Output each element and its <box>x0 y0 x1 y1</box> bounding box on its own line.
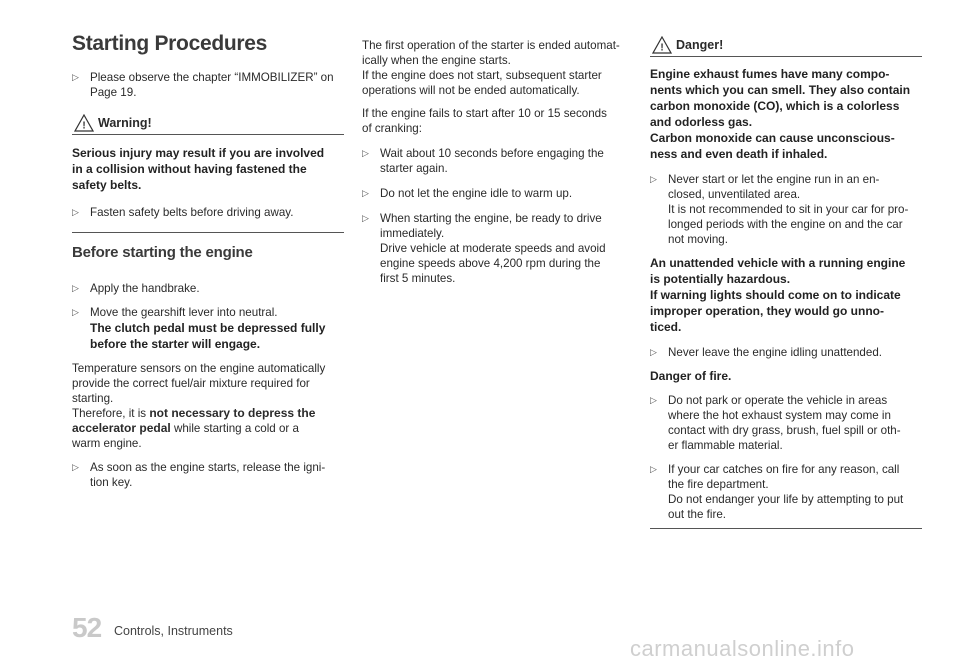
paragraph-line: Temperature sensors on the engine automatically <box>72 362 326 375</box>
clutch-note: The clutch pedal must be depressed fully <box>90 321 326 335</box>
bullet-text: As soon as the engine starts, release the igni- <box>90 461 326 474</box>
bullet-immobilizer <box>72 70 344 100</box>
footer-section-name: Controls, Instruments <box>114 624 233 638</box>
section-divider <box>650 528 922 529</box>
warning-text-line: Serious injury may result if you are involved <box>72 146 325 160</box>
bullet-text: tion key. <box>90 476 133 489</box>
bullet-text: Move the gearshift lever into neutral. <box>90 306 278 319</box>
bullet-text: the fire department. <box>668 478 769 491</box>
bullet-enclosed <box>650 172 922 247</box>
paragraph-line: starting. <box>72 392 114 405</box>
bold-run: accelerator pedal <box>72 421 171 435</box>
paragraph-line: operations will not be ended automatically. <box>362 84 580 97</box>
warning-triangle-icon <box>74 114 94 132</box>
bullet-drive <box>362 211 634 286</box>
warning-triangle-icon <box>652 36 672 54</box>
text-run: Therefore, it is <box>72 407 150 420</box>
bullet-triangle-icon: ▷ <box>72 462 79 472</box>
page-number: 52 <box>72 612 102 643</box>
bullet-text: engine speeds above 4,200 rpm during the <box>380 257 601 270</box>
bullet-handbrake <box>72 281 344 296</box>
warning-text-line: If warning lights should come on to indicate <box>650 288 901 302</box>
paragraph-line: The first operation of the starter is ended automat- <box>362 39 620 52</box>
page-title: Starting Procedures <box>72 32 268 55</box>
warning-header <box>72 114 344 135</box>
bullet-text: Fasten safety belts before driving away. <box>90 206 294 219</box>
paragraph-line <box>72 406 344 421</box>
fire-heading: Danger of fire. <box>650 369 732 383</box>
bullet-wait <box>362 146 634 176</box>
bullet-triangle-icon: ▷ <box>650 464 657 474</box>
cranking-paragraph <box>362 106 634 136</box>
column-2 <box>362 38 634 286</box>
bold-run: not necessary to depress the <box>149 406 316 420</box>
bullet-text: Never start or let the engine run in an en- <box>668 173 880 186</box>
danger-label: Danger! <box>676 38 724 52</box>
bullet-text: first 5 minutes. <box>380 272 456 285</box>
bullet-triangle-icon: ▷ <box>72 307 79 317</box>
warning-text-line: An unattended vehicle with a running engine <box>650 256 906 270</box>
bullet-belts <box>72 205 344 220</box>
bullet-text: Never leave the engine idling unattended. <box>668 346 882 359</box>
bullet-text: Please observe the chapter “IMMOBILIZER” on <box>90 71 334 84</box>
bullet-text: Page 19. <box>90 86 137 99</box>
bullet-text: longed periods with the engine on and the car <box>668 218 903 231</box>
bullet-triangle-icon: ▷ <box>362 213 369 223</box>
starter-paragraph <box>362 38 634 98</box>
warning-text-line: in a collision without having fastened the <box>72 162 307 176</box>
bullet-text: If your car catches on fire for any reason, call <box>668 463 900 476</box>
text-run: while starting a cold or a <box>170 422 299 435</box>
section-divider <box>72 232 344 233</box>
bullet-text: Wait about 10 seconds before engaging the <box>380 147 604 160</box>
svg-text:!: ! <box>660 42 664 54</box>
paragraph-line: warm engine. <box>72 437 142 450</box>
bullet-triangle-icon: ▷ <box>362 188 369 198</box>
svg-text:!: ! <box>82 120 86 132</box>
bullet-gearshift <box>72 305 344 352</box>
bullet-text: immediately. <box>380 227 445 240</box>
paragraph-line: If the engine does not start, subsequent starter <box>362 69 602 82</box>
warning-text-line: safety belts. <box>72 178 142 192</box>
bullet-text: Do not let the engine idle to warm up. <box>380 187 573 200</box>
column-1-section <box>72 281 344 490</box>
bullet-text: Drive vehicle at moderate speeds and avoid <box>380 242 606 255</box>
bullet-triangle-icon: ▷ <box>650 347 657 357</box>
bullet-idling <box>650 345 922 360</box>
bullet-idle <box>362 186 634 201</box>
bullet-triangle-icon: ▷ <box>362 148 369 158</box>
warning-text-line: ticed. <box>650 320 682 334</box>
warning-text-line: carbon monoxide (CO), which is a colorless <box>650 99 900 113</box>
bullet-text: out the fire. <box>668 508 727 521</box>
watermark: carmanualsonline.info <box>630 636 855 661</box>
bullet-text: Do not endanger your life by attempting to put <box>668 493 904 506</box>
bullet-triangle-icon: ▷ <box>650 395 657 405</box>
bullet-text: It is not recommended to sit in your car for pro- <box>668 203 909 216</box>
bullet-triangle-icon: ▷ <box>72 72 79 82</box>
bullet-triangle-icon: ▷ <box>72 207 79 217</box>
warning-text-line: nents which you can smell. They also contain <box>650 83 911 97</box>
column-3 <box>650 36 922 529</box>
bullet-park <box>650 393 922 453</box>
bullet-text: When starting the engine, be ready to drive <box>380 212 602 225</box>
warning-text-line: improper operation, they would go unno- <box>650 304 884 318</box>
warning-label: Warning! <box>98 116 152 130</box>
bullet-text: where the hot exhaust system may come in <box>668 409 891 422</box>
bullet-text: Apply the handbrake. <box>90 282 200 295</box>
bullet-text: starter again. <box>380 162 448 175</box>
bullet-text: closed, unventilated area. <box>668 188 801 201</box>
bullet-ignition <box>72 460 344 490</box>
bullet-triangle-icon: ▷ <box>72 283 79 293</box>
warning-text-line: ness and even death if inhaled. <box>650 147 828 161</box>
warning-text <box>72 145 344 193</box>
section-title: Before starting the engine <box>72 244 253 261</box>
paragraph-line: ically when the engine starts. <box>362 54 511 67</box>
bullet-fire-department <box>650 462 922 522</box>
column-1 <box>72 70 344 233</box>
warning-text-line: and odorless gas. <box>650 115 753 129</box>
warning-text-line: Carbon monoxide can cause unconscious- <box>650 131 895 145</box>
paragraph-line <box>72 421 344 436</box>
bullet-text: er flammable material. <box>668 439 783 452</box>
fumes-warning <box>650 66 922 162</box>
warning-text-line: Engine exhaust fumes have many compo- <box>650 67 890 81</box>
unattended-warning <box>650 255 922 335</box>
paragraph-line: If the engine fails to start after 10 or 15 seconds <box>362 107 607 120</box>
paragraph-line: provide the correct fuel/air mixture required for <box>72 377 310 390</box>
temperature-paragraph <box>72 361 344 451</box>
bullet-text: Do not park or operate the vehicle in areas <box>668 394 888 407</box>
warning-text-line: is potentially hazardous. <box>650 272 791 286</box>
bullet-text: not moving. <box>668 233 728 246</box>
bullet-text: contact with dry grass, brush, fuel spill or oth- <box>668 424 901 437</box>
danger-header <box>650 36 922 57</box>
bullet-triangle-icon: ▷ <box>650 174 657 184</box>
clutch-note: before the starter will engage. <box>90 337 261 351</box>
paragraph-line: of cranking: <box>362 122 422 135</box>
